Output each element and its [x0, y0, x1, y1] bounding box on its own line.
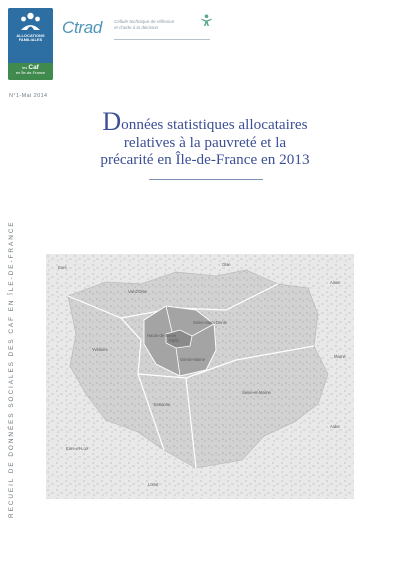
ile-de-france-map — [46, 254, 354, 499]
label-marne: Marne — [334, 354, 346, 359]
title-line-3: précarité en Île-de-France en 2013 — [100, 151, 310, 168]
logo-name — [10, 34, 51, 43]
logo-caf-word: Caf — [28, 64, 39, 71]
title-dropcap: D — [102, 107, 122, 136]
ctrad-divider — [114, 39, 210, 40]
issue-number: N°1-Mai 2014 — [9, 93, 48, 99]
title-divider — [149, 179, 263, 180]
caf-emblem-icon — [18, 11, 43, 31]
ctrad-subtitle-line-2: et d’aide à la décision — [114, 25, 159, 31]
logo-name-line-2: FAMILIALES — [18, 38, 43, 43]
title-line-1 — [70, 107, 340, 136]
figure-icon — [200, 14, 213, 27]
document-title — [70, 107, 340, 169]
label-aisne: Aisne — [330, 280, 341, 285]
label-seine-et-marne: Seine-et-Marne — [242, 390, 271, 395]
label-yvelines: Yvelines — [92, 347, 108, 352]
title-line-1-rest: onnées statistiques allocataires — [121, 116, 308, 133]
collection-side-text: RECUEIL DE DONNÉES SOCIALES DES CAF EN ÎLE-DE-FRANCE — [8, 220, 15, 518]
logo-caf — [10, 66, 51, 75]
label-hauts-de-seine: Hauts-de-Seine — [147, 333, 177, 338]
logo-caf-region: en Île-de-France — [15, 69, 46, 75]
label-paris: Paris — [169, 338, 179, 343]
map-svg — [46, 254, 354, 499]
title-line-2: relatives à la pauvreté et la — [123, 133, 287, 151]
label-loiret: Loiret — [148, 482, 159, 487]
label-essonne: Essonne — [154, 402, 171, 407]
ctrad-subtitle-line-1: Cellule technique de réflexion — [114, 19, 175, 24]
logo-caf-prefix: les — [22, 65, 28, 70]
label-aube: Aube — [330, 424, 340, 429]
label-eure-et-loir: Eure-et-Loir — [66, 446, 89, 451]
caf-logo — [8, 8, 53, 80]
label-oise: Oise — [222, 262, 231, 267]
label-seine-saint-denis: Seine-Saint-Denis — [193, 320, 227, 325]
label-eure: Eure — [58, 265, 67, 270]
label-val-doise: Val-d'Oise — [128, 289, 147, 294]
label-val-de-marne: Val-de-Marne — [180, 357, 206, 362]
logo-name-line-1: ALLOCATIONS — [16, 34, 45, 38]
ctrad-subtitle — [114, 19, 214, 31]
ctrad-brand: Ctrad — [62, 18, 103, 37]
